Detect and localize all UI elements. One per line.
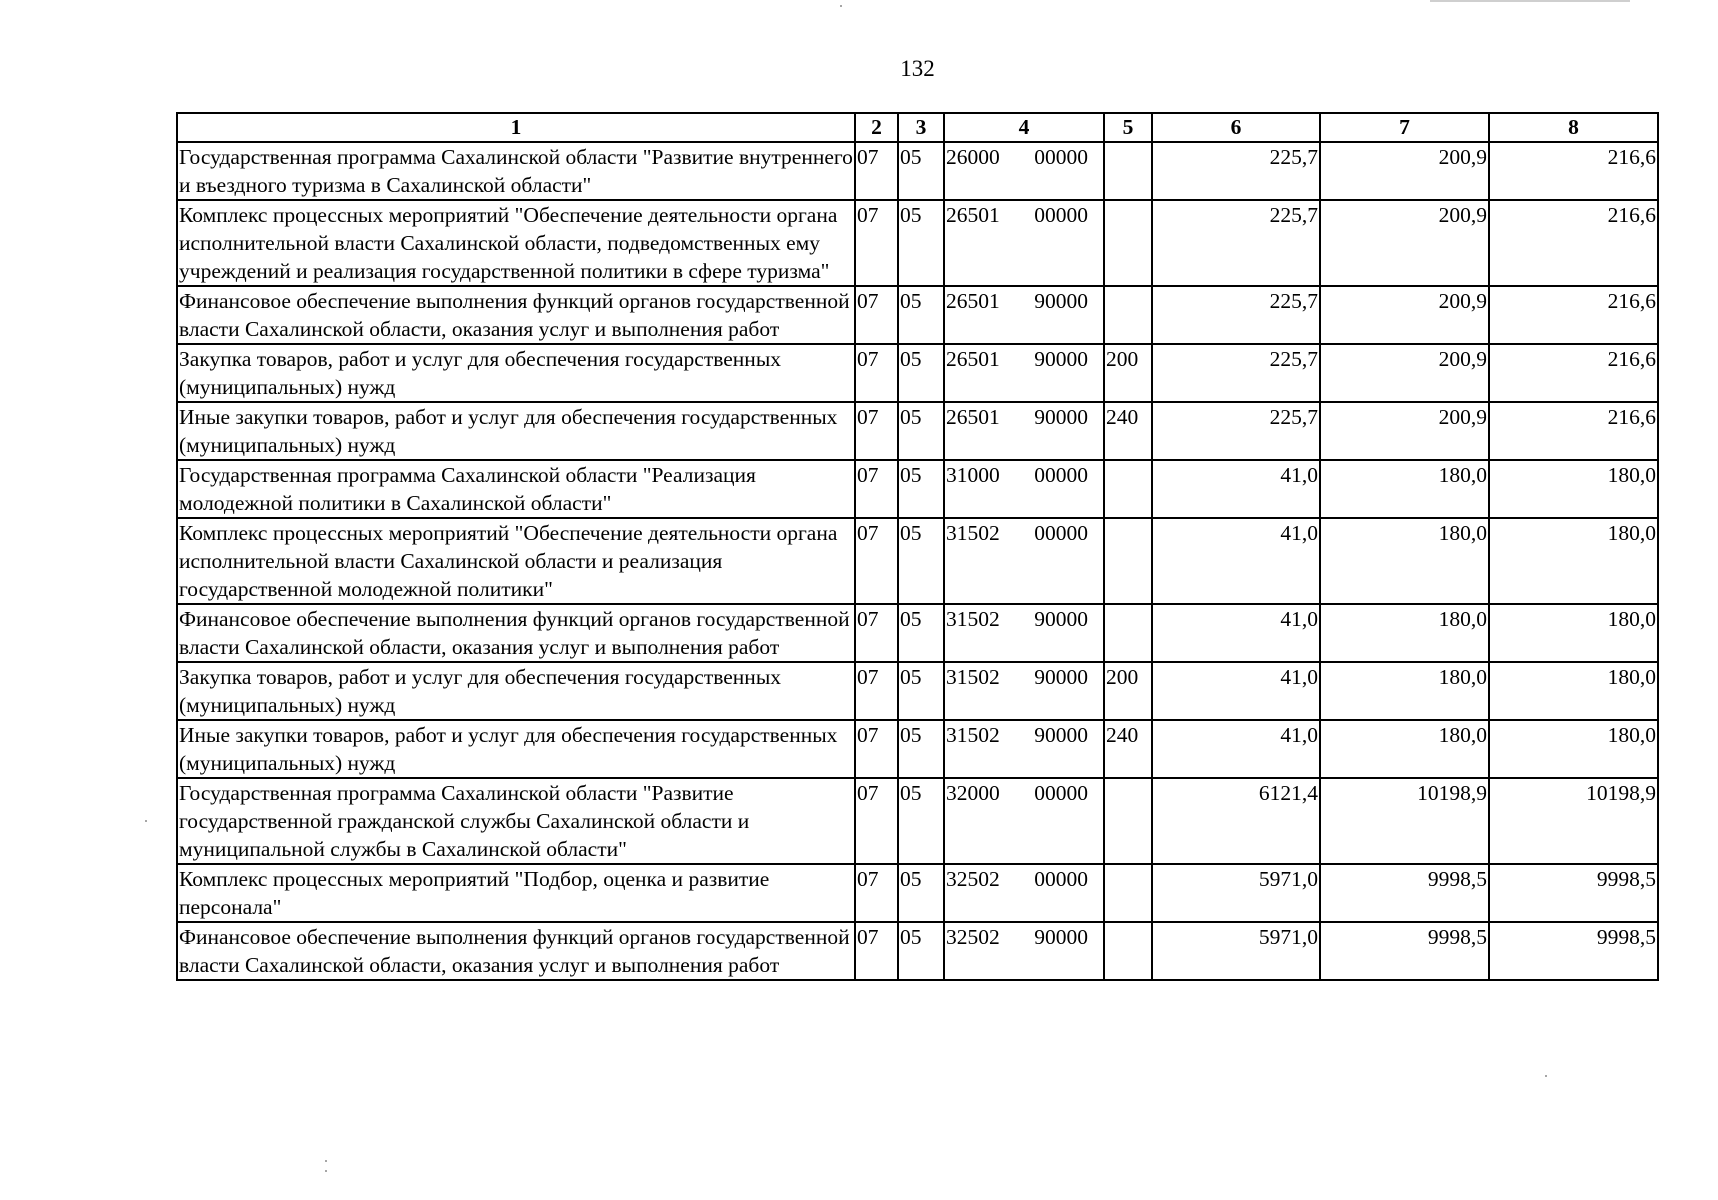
table-row bbox=[177, 402, 1658, 460]
row-name-cell: Финансовое обеспечение выполнения функций органов государственной власти Сахалинской области, оказания услуг и выполнения работ bbox=[177, 922, 855, 980]
program-code: 31502 bbox=[946, 607, 1000, 631]
amount-col8-cell: 180,0 bbox=[1489, 720, 1658, 778]
program-code: 32502 bbox=[946, 925, 1000, 949]
amount-col6-cell: 225,7 bbox=[1152, 200, 1320, 286]
subsection-code-cell: 05 bbox=[898, 778, 944, 864]
expense-type-cell bbox=[1104, 142, 1152, 200]
expense-type-cell: 200 bbox=[1104, 662, 1152, 720]
table-row bbox=[177, 720, 1658, 778]
program-code: 32000 bbox=[946, 781, 1000, 805]
direction-code: 90000 bbox=[1034, 665, 1088, 689]
amount-col7-cell: 180,0 bbox=[1320, 518, 1489, 604]
section-code-cell: 07 bbox=[855, 720, 898, 778]
direction-code: 00000 bbox=[1034, 203, 1088, 227]
amount-col7-cell: 200,9 bbox=[1320, 142, 1489, 200]
header-col-5: 5 bbox=[1104, 113, 1152, 142]
row-name-cell: Комплекс процессных мероприятий "Обеспечение деятельности органа исполнительной власти Сахалинской области, подведомственных ему учреждений и реализация государственной политики в сфере туризма" bbox=[177, 200, 855, 286]
scan-speck bbox=[145, 820, 147, 822]
expense-type-cell bbox=[1104, 460, 1152, 518]
section-code-cell: 07 bbox=[855, 402, 898, 460]
amount-col6-cell: 225,7 bbox=[1152, 142, 1320, 200]
section-code-cell: 07 bbox=[855, 604, 898, 662]
amount-col8-cell: 9998,5 bbox=[1489, 922, 1658, 980]
expense-type-cell: 240 bbox=[1104, 402, 1152, 460]
scan-speck bbox=[1545, 1075, 1547, 1077]
table-row bbox=[177, 142, 1658, 200]
target-article-cell bbox=[944, 200, 1104, 286]
target-article-cell bbox=[944, 402, 1104, 460]
row-name-cell: Иные закупки товаров, работ и услуг для обеспечения государственных (муниципальных) нужд bbox=[177, 720, 855, 778]
target-article-cell bbox=[944, 460, 1104, 518]
header-col-7: 7 bbox=[1320, 113, 1489, 142]
amount-col8-cell: 9998,5 bbox=[1489, 864, 1658, 922]
amount-col6-cell: 225,7 bbox=[1152, 286, 1320, 344]
amount-col7-cell: 180,0 bbox=[1320, 720, 1489, 778]
amount-col8-cell: 180,0 bbox=[1489, 518, 1658, 604]
section-code-cell: 07 bbox=[855, 922, 898, 980]
target-article-cell bbox=[944, 286, 1104, 344]
section-code-cell: 07 bbox=[855, 142, 898, 200]
subsection-code-cell: 05 bbox=[898, 200, 944, 286]
amount-col7-cell: 9998,5 bbox=[1320, 864, 1489, 922]
amount-col7-cell: 200,9 bbox=[1320, 200, 1489, 286]
program-code: 26501 bbox=[946, 347, 1000, 371]
expense-type-cell bbox=[1104, 518, 1152, 604]
amount-col8-cell: 216,6 bbox=[1489, 402, 1658, 460]
direction-code: 90000 bbox=[1034, 723, 1088, 747]
amount-col6-cell: 41,0 bbox=[1152, 460, 1320, 518]
amount-col6-cell: 41,0 bbox=[1152, 604, 1320, 662]
target-article-cell bbox=[944, 864, 1104, 922]
scan-speck bbox=[325, 1160, 327, 1162]
table-row bbox=[177, 922, 1658, 980]
target-article-cell bbox=[944, 662, 1104, 720]
subsection-code-cell: 05 bbox=[898, 402, 944, 460]
header-row bbox=[177, 113, 1658, 142]
section-code-cell: 07 bbox=[855, 662, 898, 720]
expense-type-cell bbox=[1104, 200, 1152, 286]
direction-code: 90000 bbox=[1034, 405, 1088, 429]
direction-code: 00000 bbox=[1034, 867, 1088, 891]
program-code: 26501 bbox=[946, 289, 1000, 313]
row-name-cell: Государственная программа Сахалинской области "Развитие государственной гражданской службы Сахалинской области и муниципальной службы в Сахалинской области" bbox=[177, 778, 855, 864]
target-article-cell bbox=[944, 720, 1104, 778]
row-name-cell: Комплекс процессных мероприятий "Обеспечение деятельности органа исполнительной власти Сахалинской области и реализация государственной молодежной политики" bbox=[177, 518, 855, 604]
amount-col7-cell: 200,9 bbox=[1320, 402, 1489, 460]
header-col-8: 8 bbox=[1489, 113, 1658, 142]
amount-col8-cell: 180,0 bbox=[1489, 460, 1658, 518]
amount-col6-cell: 41,0 bbox=[1152, 518, 1320, 604]
amount-col7-cell: 180,0 bbox=[1320, 460, 1489, 518]
header-col-6: 6 bbox=[1152, 113, 1320, 142]
amount-col6-cell: 41,0 bbox=[1152, 662, 1320, 720]
program-code: 26501 bbox=[946, 203, 1000, 227]
table-row bbox=[177, 778, 1658, 864]
budget-table bbox=[176, 112, 1659, 981]
header-col-1: 1 bbox=[177, 113, 855, 142]
expense-type-cell bbox=[1104, 286, 1152, 344]
row-name-cell: Финансовое обеспечение выполнения функций органов государственной власти Сахалинской области, оказания услуг и выполнения работ bbox=[177, 604, 855, 662]
expense-type-cell: 200 bbox=[1104, 344, 1152, 402]
row-name-cell: Закупка товаров, работ и услуг для обеспечения государственных (муниципальных) нужд bbox=[177, 662, 855, 720]
section-code-cell: 07 bbox=[855, 864, 898, 922]
page-number: 132 bbox=[900, 56, 935, 81]
amount-col6-cell: 5971,0 bbox=[1152, 864, 1320, 922]
program-code: 26000 bbox=[946, 145, 1000, 169]
table-row bbox=[177, 662, 1658, 720]
subsection-code-cell: 05 bbox=[898, 864, 944, 922]
direction-code: 90000 bbox=[1034, 289, 1088, 313]
subsection-code-cell: 05 bbox=[898, 142, 944, 200]
amount-col6-cell: 41,0 bbox=[1152, 720, 1320, 778]
program-code: 32502 bbox=[946, 867, 1000, 891]
section-code-cell: 07 bbox=[855, 778, 898, 864]
amount-col7-cell: 180,0 bbox=[1320, 662, 1489, 720]
direction-code: 00000 bbox=[1034, 781, 1088, 805]
direction-code: 00000 bbox=[1034, 463, 1088, 487]
scan-speck bbox=[325, 1170, 327, 1172]
expense-type-cell bbox=[1104, 922, 1152, 980]
subsection-code-cell: 05 bbox=[898, 720, 944, 778]
amount-col6-cell: 5971,0 bbox=[1152, 922, 1320, 980]
row-name-cell: Государственная программа Сахалинской области "Развитие внутреннего и въездного туризма в Сахалинской области" bbox=[177, 142, 855, 200]
amount-col7-cell: 200,9 bbox=[1320, 286, 1489, 344]
header-col-2: 2 bbox=[855, 113, 898, 142]
scan-edge-line bbox=[1430, 0, 1630, 2]
amount-col8-cell: 216,6 bbox=[1489, 286, 1658, 344]
section-code-cell: 07 bbox=[855, 460, 898, 518]
table-row bbox=[177, 518, 1658, 604]
subsection-code-cell: 05 bbox=[898, 344, 944, 402]
scan-speck bbox=[840, 5, 842, 7]
direction-code: 90000 bbox=[1034, 607, 1088, 631]
program-code: 31502 bbox=[946, 723, 1000, 747]
amount-col8-cell: 216,6 bbox=[1489, 142, 1658, 200]
expense-type-cell bbox=[1104, 604, 1152, 662]
expense-type-cell: 240 bbox=[1104, 720, 1152, 778]
program-code: 31502 bbox=[946, 665, 1000, 689]
header-col-3: 3 bbox=[898, 113, 944, 142]
target-article-cell bbox=[944, 344, 1104, 402]
expense-type-cell bbox=[1104, 778, 1152, 864]
target-article-cell bbox=[944, 778, 1104, 864]
header-col-4: 4 bbox=[944, 113, 1104, 142]
row-name-cell: Государственная программа Сахалинской области "Реализация молодежной политики в Сахалинской области" bbox=[177, 460, 855, 518]
amount-col6-cell: 225,7 bbox=[1152, 344, 1320, 402]
table-row bbox=[177, 864, 1658, 922]
section-code-cell: 07 bbox=[855, 286, 898, 344]
amount-col8-cell: 216,6 bbox=[1489, 200, 1658, 286]
row-name-cell: Комплекс процессных мероприятий "Подбор, оценка и развитие персонала" bbox=[177, 864, 855, 922]
target-article-cell bbox=[944, 518, 1104, 604]
target-article-cell bbox=[944, 922, 1104, 980]
direction-code: 00000 bbox=[1034, 145, 1088, 169]
subsection-code-cell: 05 bbox=[898, 604, 944, 662]
amount-col7-cell: 10198,9 bbox=[1320, 778, 1489, 864]
table-row bbox=[177, 200, 1658, 286]
amount-col6-cell: 6121,4 bbox=[1152, 778, 1320, 864]
section-code-cell: 07 bbox=[855, 200, 898, 286]
expense-type-cell bbox=[1104, 864, 1152, 922]
amount-col8-cell: 216,6 bbox=[1489, 344, 1658, 402]
program-code: 31000 bbox=[946, 463, 1000, 487]
table-row bbox=[177, 286, 1658, 344]
subsection-code-cell: 05 bbox=[898, 286, 944, 344]
direction-code: 00000 bbox=[1034, 521, 1088, 545]
amount-col7-cell: 180,0 bbox=[1320, 604, 1489, 662]
section-code-cell: 07 bbox=[855, 344, 898, 402]
direction-code: 90000 bbox=[1034, 347, 1088, 371]
program-code: 26501 bbox=[946, 405, 1000, 429]
table-row bbox=[177, 604, 1658, 662]
program-code: 31502 bbox=[946, 521, 1000, 545]
row-name-cell: Закупка товаров, работ и услуг для обеспечения государственных (муниципальных) нужд bbox=[177, 344, 855, 402]
subsection-code-cell: 05 bbox=[898, 518, 944, 604]
amount-col8-cell: 10198,9 bbox=[1489, 778, 1658, 864]
row-name-cell: Иные закупки товаров, работ и услуг для обеспечения государственных (муниципальных) нужд bbox=[177, 402, 855, 460]
amount-col8-cell: 180,0 bbox=[1489, 662, 1658, 720]
amount-col7-cell: 9998,5 bbox=[1320, 922, 1489, 980]
subsection-code-cell: 05 bbox=[898, 662, 944, 720]
target-article-cell bbox=[944, 142, 1104, 200]
direction-code: 90000 bbox=[1034, 925, 1088, 949]
row-name-cell: Финансовое обеспечение выполнения функций органов государственной власти Сахалинской области, оказания услуг и выполнения работ bbox=[177, 286, 855, 344]
target-article-cell bbox=[944, 604, 1104, 662]
amount-col7-cell: 200,9 bbox=[1320, 344, 1489, 402]
subsection-code-cell: 05 bbox=[898, 460, 944, 518]
amount-col8-cell: 180,0 bbox=[1489, 604, 1658, 662]
table-row bbox=[177, 460, 1658, 518]
amount-col6-cell: 225,7 bbox=[1152, 402, 1320, 460]
table-row bbox=[177, 344, 1658, 402]
subsection-code-cell: 05 bbox=[898, 922, 944, 980]
section-code-cell: 07 bbox=[855, 518, 898, 604]
